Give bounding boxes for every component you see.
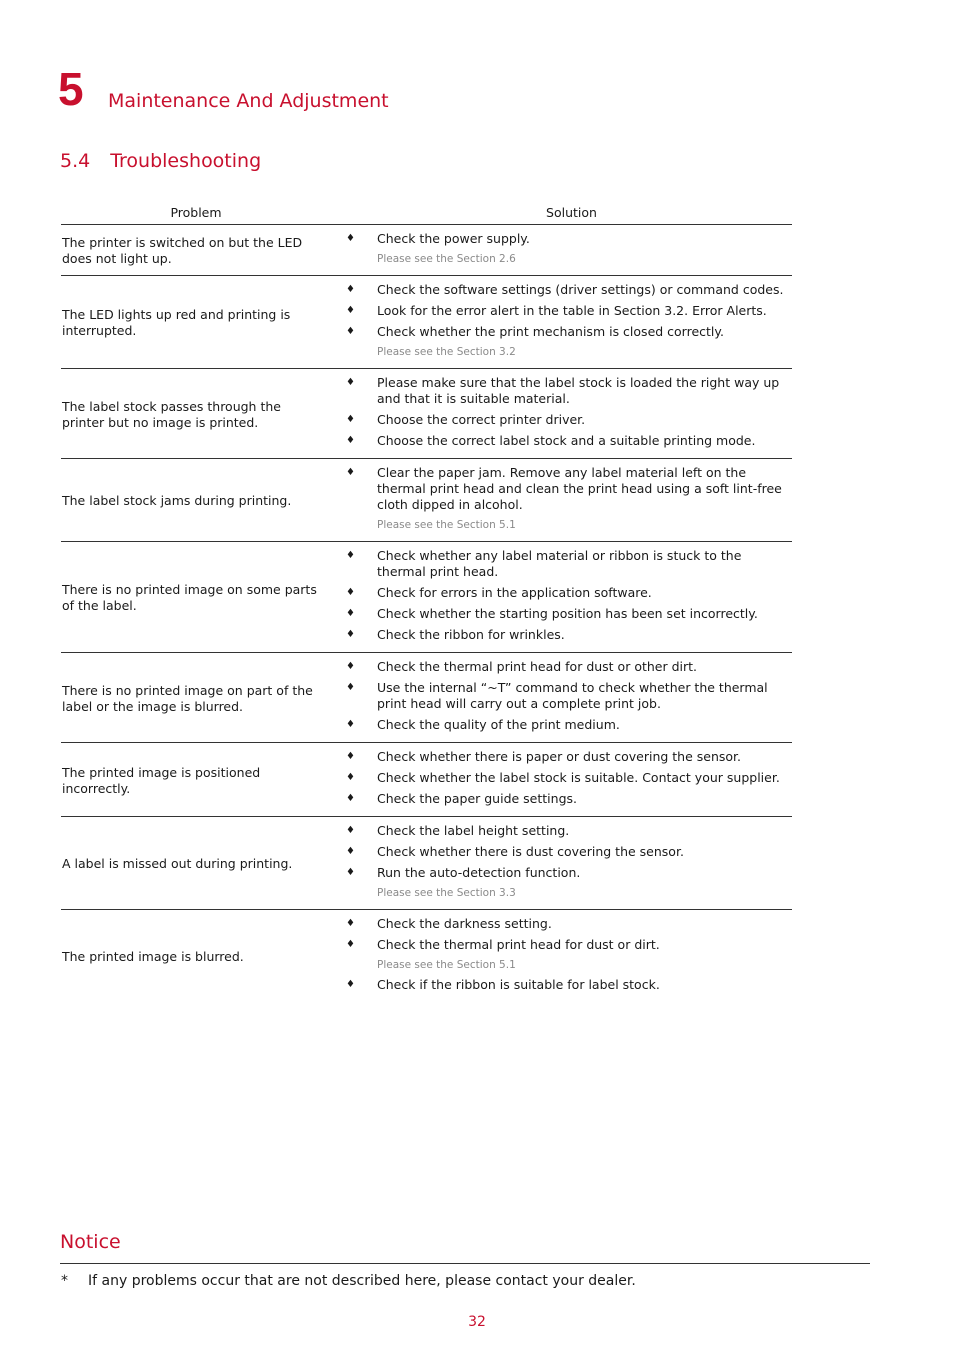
solution-item xyxy=(331,231,792,247)
solution-text: Check whether the label stock is suitable. Contact your supplier. xyxy=(377,770,780,785)
section-title: Troubleshooting xyxy=(110,150,262,172)
header-solution: Solution xyxy=(546,204,597,220)
problem-cell: There is no printed image on part of the label or the image is blurred. xyxy=(62,682,313,714)
solution-text: Please make sure that the label stock is loaded the right way up and that it is suitable material. xyxy=(377,375,780,406)
chapter-title: Maintenance And Adjustment xyxy=(108,90,389,112)
diamond-bullet-icon: ♦ xyxy=(346,825,355,836)
diamond-bullet-icon: ♦ xyxy=(346,233,355,244)
diamond-bullet-icon: ♦ xyxy=(346,751,355,762)
table-row xyxy=(61,459,792,542)
solution-item xyxy=(331,282,792,298)
solution-cell xyxy=(331,916,792,998)
table-row xyxy=(61,653,792,743)
solution-cell xyxy=(331,659,792,738)
solution-item xyxy=(331,375,792,407)
section-reference: Please see the Section 3.2 xyxy=(377,346,516,358)
diamond-bullet-icon: ♦ xyxy=(346,846,355,857)
diamond-bullet-icon: ♦ xyxy=(346,719,355,730)
solution-item xyxy=(331,823,792,839)
notice-title: Notice xyxy=(60,1231,121,1253)
solution-item xyxy=(331,606,792,622)
troubleshooting-table xyxy=(61,200,792,1002)
problem-cell: The printed image is positioned incorrectly. xyxy=(62,764,261,796)
solution-text: Check whether any label material or ribbon is stuck to the thermal print head. xyxy=(377,548,742,579)
solution-item xyxy=(331,303,792,319)
solution-item xyxy=(331,465,792,513)
problem-cell: A label is missed out during printing. xyxy=(62,856,293,871)
solution-cell xyxy=(331,749,792,812)
solution-item xyxy=(331,433,792,449)
notice-asterisk: * xyxy=(61,1273,68,1289)
header-problem: Problem xyxy=(170,204,222,220)
diamond-bullet-icon: ♦ xyxy=(346,435,355,446)
table-row xyxy=(61,743,792,817)
notice-divider xyxy=(60,1263,870,1264)
solution-text: Check the thermal print head for dust or other dirt. xyxy=(377,659,698,674)
solution-text: Check the label height setting. xyxy=(377,823,570,838)
notice-text-line xyxy=(61,1273,636,1289)
table-row xyxy=(61,276,792,369)
notice-text: If any problems occur that are not described here, please contact your dealer. xyxy=(88,1273,636,1289)
solution-text: Check the software settings (driver settings) or command codes. xyxy=(377,282,784,297)
solution-text: Choose the correct label stock and a suitable printing mode. xyxy=(377,433,756,448)
solution-text: Check the power supply. xyxy=(377,231,530,246)
section-reference: Please see the Section 2.6 xyxy=(377,253,516,265)
diamond-bullet-icon: ♦ xyxy=(346,979,355,990)
chapter-number: 5 xyxy=(58,63,84,115)
solution-item xyxy=(331,659,792,675)
diamond-bullet-icon: ♦ xyxy=(346,772,355,783)
problem-cell: The printed image is blurred. xyxy=(62,949,244,964)
solution-text: Use the internal “~T” command to check whether the thermal print head will carry out a complete print job. xyxy=(377,680,768,711)
section-reference: Please see the Section 3.3 xyxy=(377,887,516,899)
table-body xyxy=(61,225,792,1002)
solution-text: Run the auto-detection function. xyxy=(377,865,581,880)
diamond-bullet-icon: ♦ xyxy=(346,608,355,619)
problem-cell: The printer is switched on but the LED does not light up. xyxy=(62,235,303,266)
solution-item xyxy=(331,324,792,340)
diamond-bullet-icon: ♦ xyxy=(346,587,355,598)
solution-text: Clear the paper jam. Remove any label material left on the thermal print head and clean the print head using a soft lint-free cloth dipped in alcohol. xyxy=(377,465,782,512)
table-row xyxy=(61,369,792,459)
solution-cell xyxy=(331,465,792,537)
solution-text: Check whether there is paper or dust covering the sensor. xyxy=(377,749,742,764)
solution-item xyxy=(331,865,792,881)
diamond-bullet-icon: ♦ xyxy=(346,467,355,478)
diamond-bullet-icon: ♦ xyxy=(346,326,355,337)
table-row xyxy=(61,225,792,276)
solution-text: Check whether the print mechanism is closed correctly. xyxy=(377,324,724,339)
solution-item xyxy=(331,977,792,993)
solution-text: Check the ribbon for wrinkles. xyxy=(377,627,565,642)
diamond-bullet-icon: ♦ xyxy=(346,284,355,295)
solution-item xyxy=(331,916,792,932)
solution-text: Check whether the starting position has been set incorrectly. xyxy=(377,606,758,621)
section-heading xyxy=(60,150,261,172)
table-row xyxy=(61,817,792,910)
solution-text: Check if the ribbon is suitable for label stock. xyxy=(377,977,660,992)
solution-text: Check whether there is dust covering the sensor. xyxy=(377,844,684,859)
solution-cell xyxy=(331,375,792,454)
diamond-bullet-icon: ♦ xyxy=(346,414,355,425)
solution-item xyxy=(331,749,792,765)
solution-item xyxy=(331,585,792,601)
problem-cell: The label stock passes through the printer but no image is printed. xyxy=(62,398,281,430)
table-header xyxy=(61,200,792,225)
solution-text: Choose the correct printer driver. xyxy=(377,412,586,427)
solution-cell xyxy=(331,548,792,648)
diamond-bullet-icon: ♦ xyxy=(346,918,355,929)
solution-item xyxy=(331,844,792,860)
solution-item xyxy=(331,680,792,712)
solution-cell xyxy=(331,823,792,905)
solution-item xyxy=(331,770,792,786)
diamond-bullet-icon: ♦ xyxy=(346,550,355,561)
solution-cell xyxy=(331,231,792,271)
diamond-bullet-icon: ♦ xyxy=(346,793,355,804)
diamond-bullet-icon: ♦ xyxy=(346,682,355,693)
diamond-bullet-icon: ♦ xyxy=(346,867,355,878)
solution-item xyxy=(331,791,792,807)
section-reference: Please see the Section 5.1 xyxy=(377,519,516,531)
solution-item xyxy=(331,412,792,428)
problem-cell: The LED lights up red and printing is interrupted. xyxy=(62,307,291,338)
solution-item xyxy=(331,548,792,580)
diamond-bullet-icon: ♦ xyxy=(346,629,355,640)
diamond-bullet-icon: ♦ xyxy=(346,939,355,950)
table-row xyxy=(61,542,792,653)
diamond-bullet-icon: ♦ xyxy=(346,377,355,388)
problem-cell: There is no printed image on some parts of the label. xyxy=(62,582,317,613)
section-number: 5.4 xyxy=(60,150,91,172)
solution-cell xyxy=(331,282,792,364)
solution-text: Check the thermal print head for dust or dirt. xyxy=(377,937,660,952)
solution-item xyxy=(331,937,792,953)
solution-text: Check for errors in the application software. xyxy=(377,585,652,600)
solution-text: Check the darkness setting. xyxy=(377,916,552,931)
solution-text: Check the paper guide settings. xyxy=(377,791,577,806)
diamond-bullet-icon: ♦ xyxy=(346,305,355,316)
problem-cell: The label stock jams during printing. xyxy=(62,493,292,508)
solution-text: Look for the error alert in the table in Section 3.2. Error Alerts. xyxy=(377,303,767,318)
table-row xyxy=(61,910,792,1002)
diamond-bullet-icon: ♦ xyxy=(346,661,355,672)
solution-item xyxy=(331,627,792,643)
solution-item xyxy=(331,717,792,733)
solution-text: Check the quality of the print medium. xyxy=(377,717,620,732)
section-reference: Please see the Section 5.1 xyxy=(377,959,516,971)
page-number: 32 xyxy=(468,1314,486,1330)
